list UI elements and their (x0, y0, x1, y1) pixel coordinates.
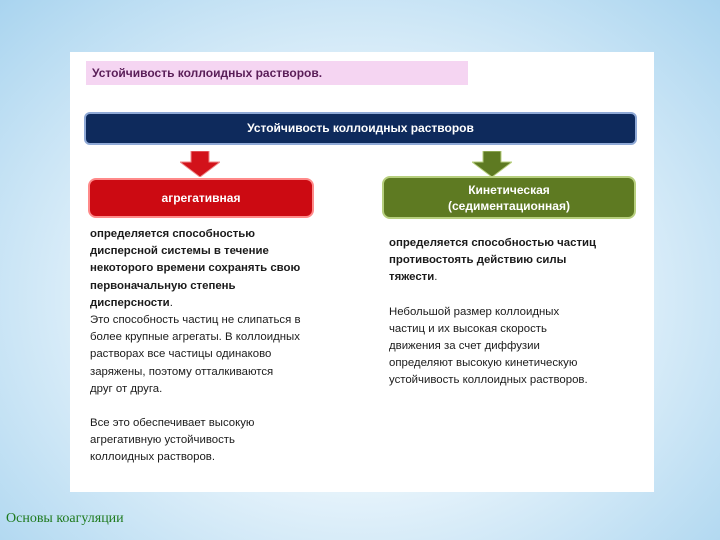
text-segment: тяжести (389, 271, 435, 284)
text-line: частиц и их высокая скорость (389, 322, 547, 335)
slide-footer: Основы коагуляции (6, 511, 124, 526)
arrow-down-red-icon (180, 151, 220, 177)
category-kinetic-label-1: Кинетическая (468, 182, 550, 197)
text-line: дисперсной системы в течение (90, 245, 269, 258)
text-line: агрегативную устойчивость (90, 434, 235, 447)
paragraph-gap (389, 287, 651, 304)
category-aggregative-label: агрегативная (161, 191, 241, 205)
text-line: друг от друга. (90, 382, 163, 395)
text-line: коллоидных растворов. (90, 451, 216, 464)
aggregative-description (90, 226, 348, 467)
text-line: первоначальную степень (90, 279, 236, 292)
slide-header: Устойчивость коллоидных растворов. (86, 61, 468, 85)
text-line: устойчивость коллоидных растворов. (389, 374, 588, 387)
category-kinetic (382, 176, 636, 219)
text-line: движения за счет диффузии (389, 340, 540, 353)
text-line-mixed (90, 295, 348, 312)
text-line: Небольшой размер коллоидных (389, 305, 560, 318)
text-line: определяется способностью частиц (389, 237, 597, 249)
text-line: более крупные агрегаты. В коллоидных (90, 331, 300, 344)
text-line: Все это обеспечивает высокую (90, 417, 255, 430)
text-segment: дисперсности (90, 296, 170, 309)
text-line: некоторого времени сохранять свою (90, 262, 301, 275)
text-line: противостоять действию силы (389, 254, 567, 267)
main-concept-box: Устойчивость коллоидных растворов (84, 112, 637, 145)
kinetic-description (389, 235, 651, 390)
arrow-down-green-icon (472, 151, 512, 177)
text-line: заряжены, поэтому отталкиваются (90, 365, 274, 378)
text-punct: . (169, 296, 173, 309)
text-line: Это способность частиц не слипаться в (90, 314, 301, 327)
text-punct: . (434, 271, 438, 284)
text-line: определяют высокую кинетическую (389, 357, 578, 370)
category-aggregative (88, 178, 314, 218)
text-line: растворах все частицы одинаково (90, 348, 272, 361)
paragraph-gap (90, 398, 348, 415)
category-kinetic-label-2: (седиментационная) (448, 198, 570, 213)
text-line-mixed (389, 269, 651, 286)
text-line: определяется способностью (90, 228, 256, 240)
